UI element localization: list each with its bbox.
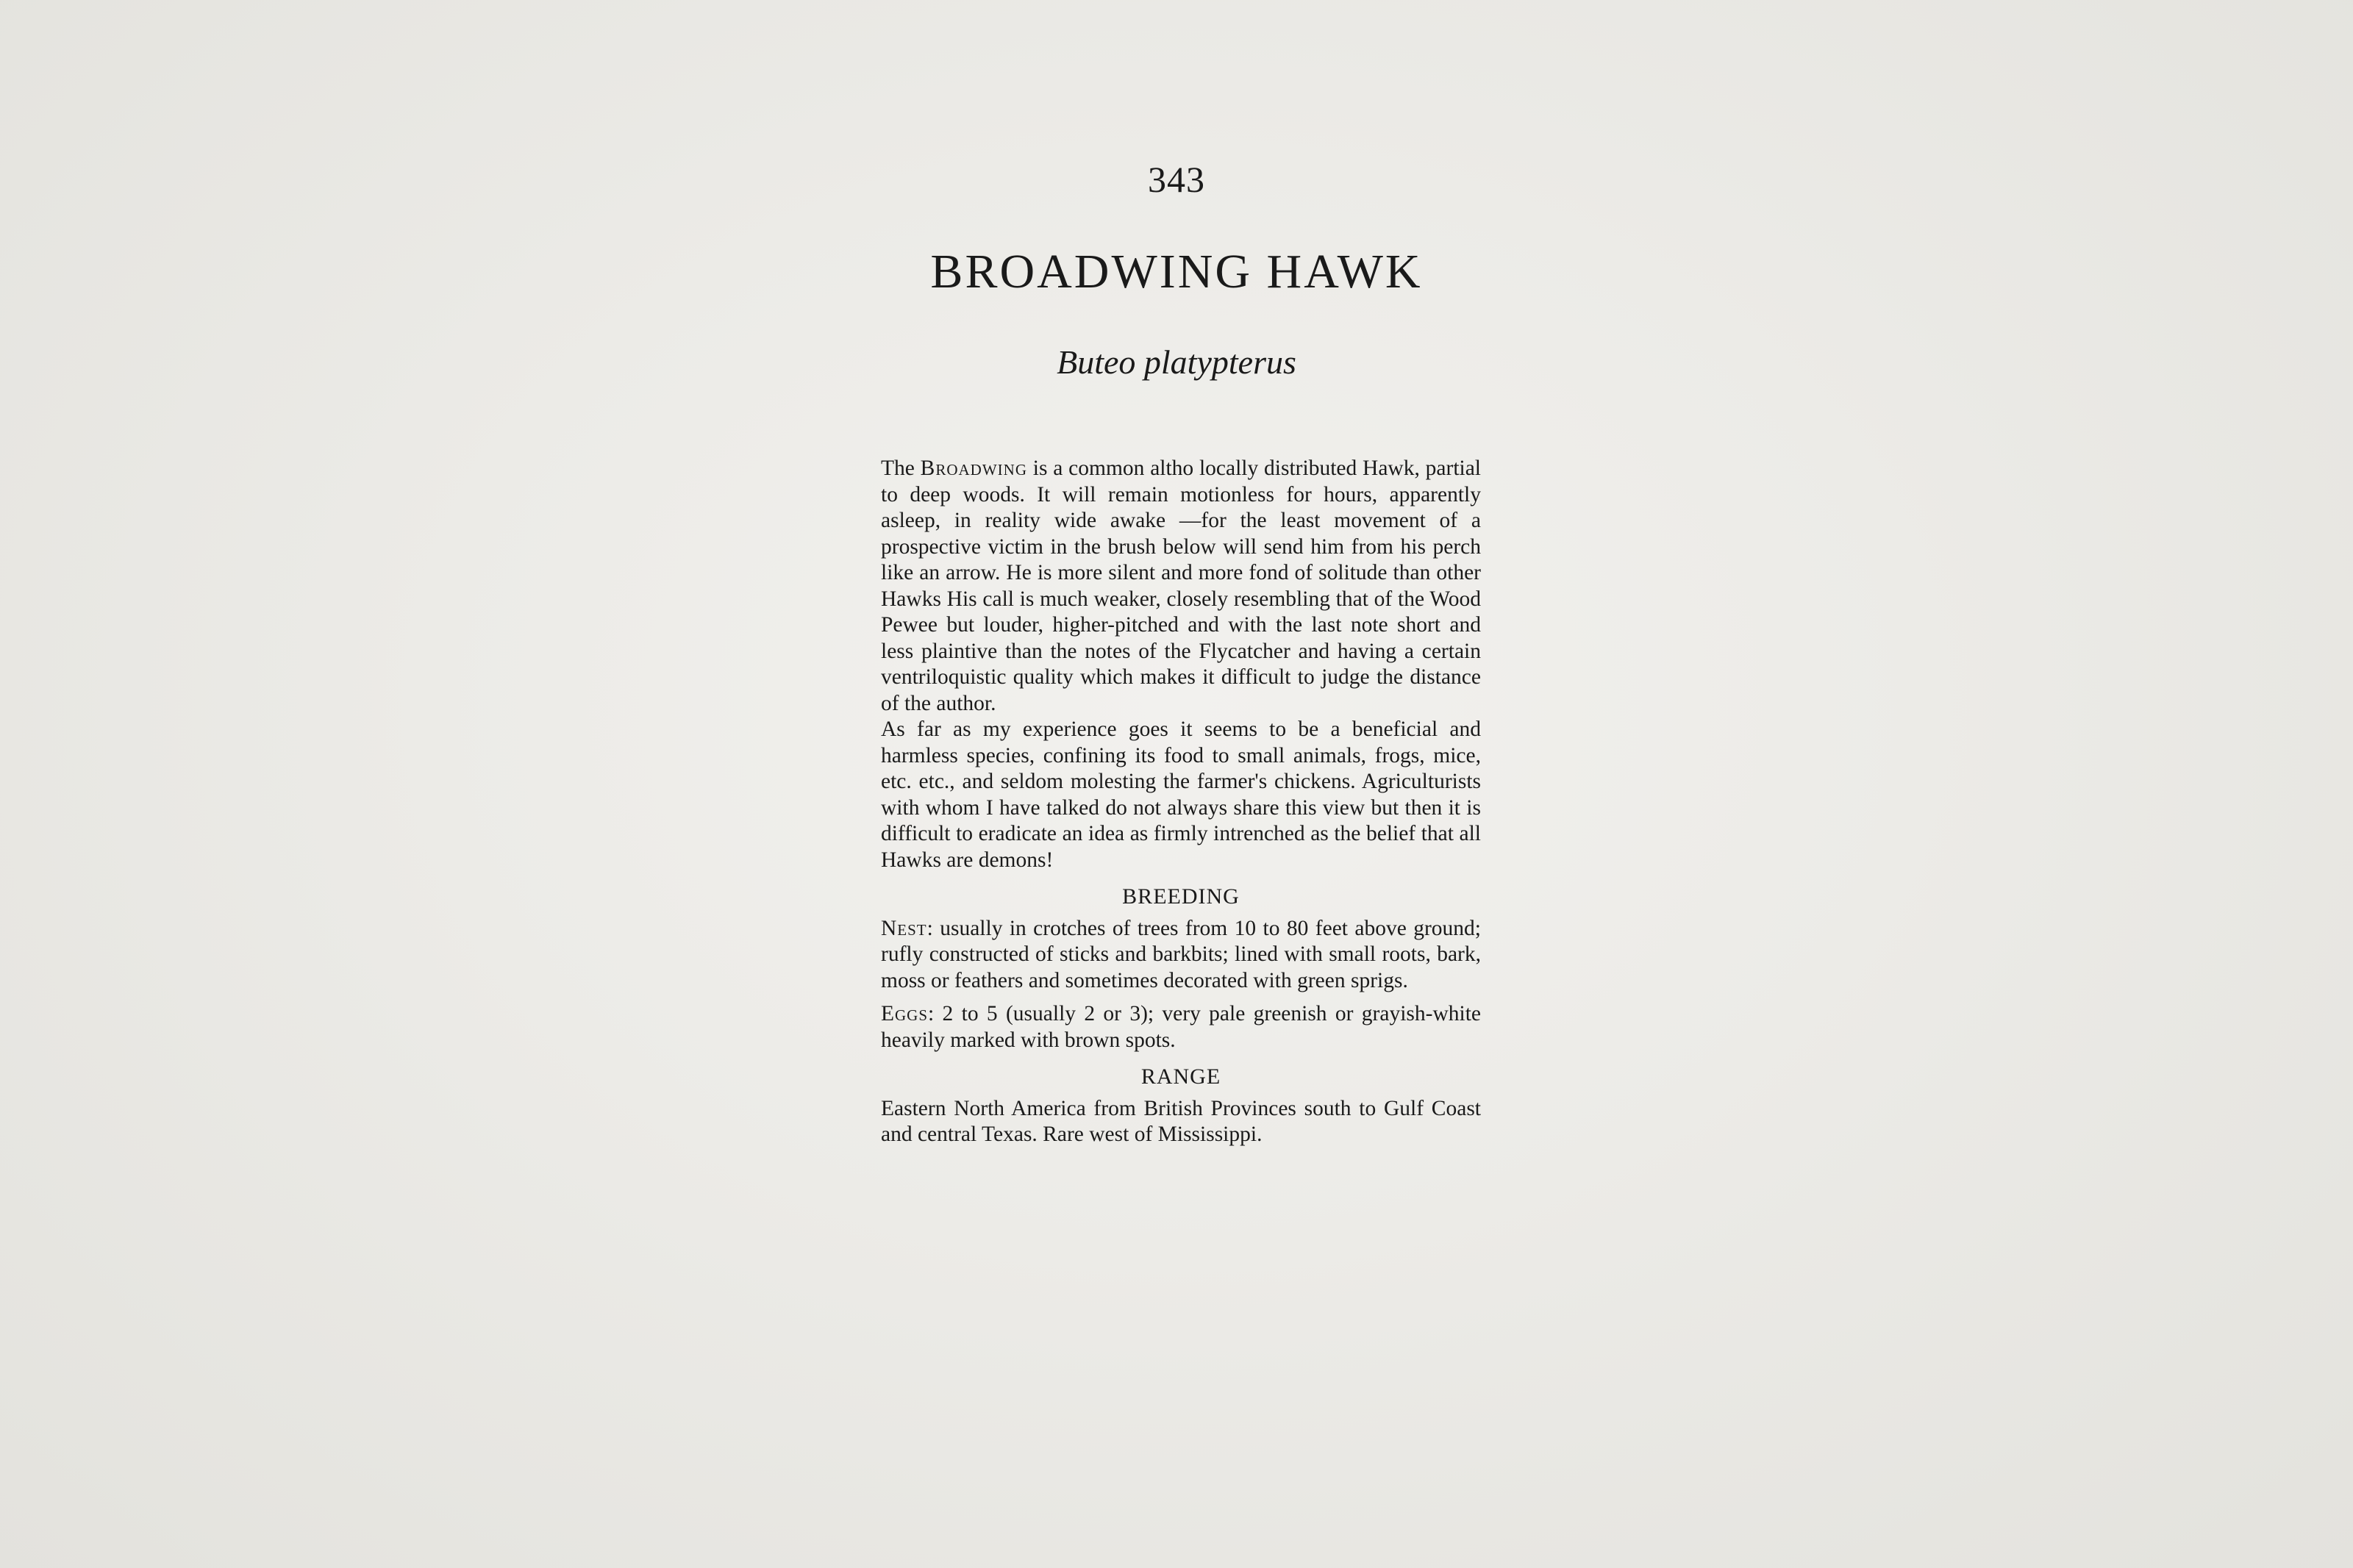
range-heading: RANGE [1140, 1064, 1221, 1089]
eggs-paragraph [881, 1001, 1481, 1053]
intro-paragraph [881, 456, 1481, 717]
eggs-label: Eggs [881, 1002, 929, 1025]
species-text [881, 456, 1481, 1148]
nest-label: Nest [881, 916, 927, 940]
species-title: BROADWING HAWK [930, 245, 1423, 298]
species-name-smallcaps: Broadwing [920, 457, 1027, 480]
intro-body: is a common altho locally distributed Hawk, partial to deep woods. It will remain motionless for hours, apparently asleep, in reality wide awake —for the least movement of a prospective victim in the brush below will send him from his perch like an arrow. He is more silent and more fond of solitude than other Hawks His call is much weaker, closely resembling that of the Wood Pewee but louder, higher-pitched and with the last note short and less plaintive than the notes of the Flycatcher and having a certain ventriloquistic quality which makes it difficult to judge the distance of the author. [881, 457, 1481, 715]
eggs-text: : 2 to 5 (usually 2 or 3); very pale greenish or grayish-white heavily marked with brown spots. [881, 1002, 1481, 1052]
breeding-heading: BREEDING [1122, 884, 1240, 909]
intro-lead: The [881, 457, 921, 480]
range-paragraph: Eastern North America from British Provinces south to Gulf Coast and central Texas. Rare west of Mississippi. [881, 1096, 1481, 1146]
page-number: 343 [1148, 159, 1205, 200]
nest-text: : usually in crotches of trees from 10 to 80 feet above ground; rufly constructed of sticks and barkbits; lined with small roots, bark, moss or feathers and sometimes decorated with green sprigs. [881, 916, 1481, 992]
nest-paragraph [881, 916, 1481, 995]
second-paragraph: As far as my experience goes it seems to be a beneficial and harmless species, confining its food to small animals, frogs, mice, etc. etc., and seldom molesting the farmer's chickens. Agriculturists with whom I have talked do not always share this view but then it is difficult to eradicate an idea as firmly intrenched as the belief that all Hawks are demons! [881, 717, 1481, 872]
scientific-name: Buteo platypterus [1057, 343, 1296, 381]
